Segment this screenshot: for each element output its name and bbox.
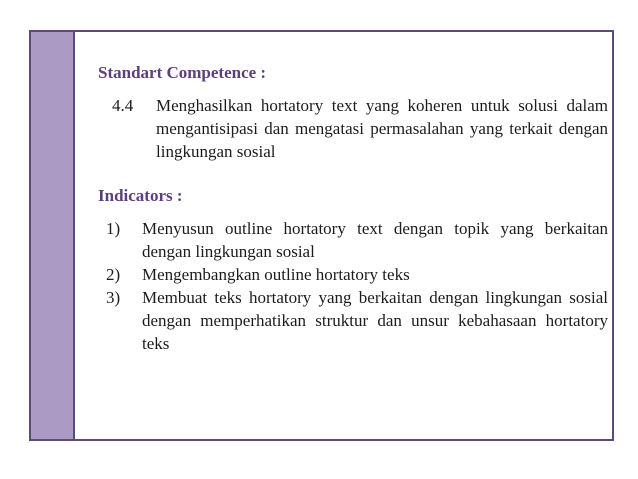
slide-content (98, 60, 608, 355)
indicator-text: Mengembangkan outline hortatory teks (142, 265, 410, 284)
standard-competence-heading: Standart Competence : (98, 63, 267, 82)
indicator-number: 2) (106, 265, 121, 284)
list-item (98, 286, 608, 355)
indicators-heading: Indicators : (98, 186, 183, 205)
standard-competence-item (98, 94, 608, 163)
indicator-number: 1) (106, 219, 121, 238)
indicator-number: 3) (106, 288, 121, 307)
list-item (98, 263, 608, 286)
list-item (98, 217, 608, 263)
indicator-text: Membuat teks hortatory yang berkaitan dengan lingkungan sosial dengan memperhatikan struktur dan unsur kebahasaan hortatory teks (142, 288, 608, 353)
decorative-side-bar (31, 32, 75, 439)
indicator-text: Menyusun outline hortatory text dengan topik yang berkaitan dengan lingkungan sosial (142, 219, 608, 261)
standard-item-number: 4.4 (112, 96, 134, 115)
indicators-list (98, 217, 608, 355)
standard-item-text: Menghasilkan hortatory text yang koheren untuk solusi dalam mengantisipasi dan mengatasi permasalahan yang terkait dengan lingkungan sosial (156, 96, 608, 161)
slide-frame (29, 30, 614, 441)
